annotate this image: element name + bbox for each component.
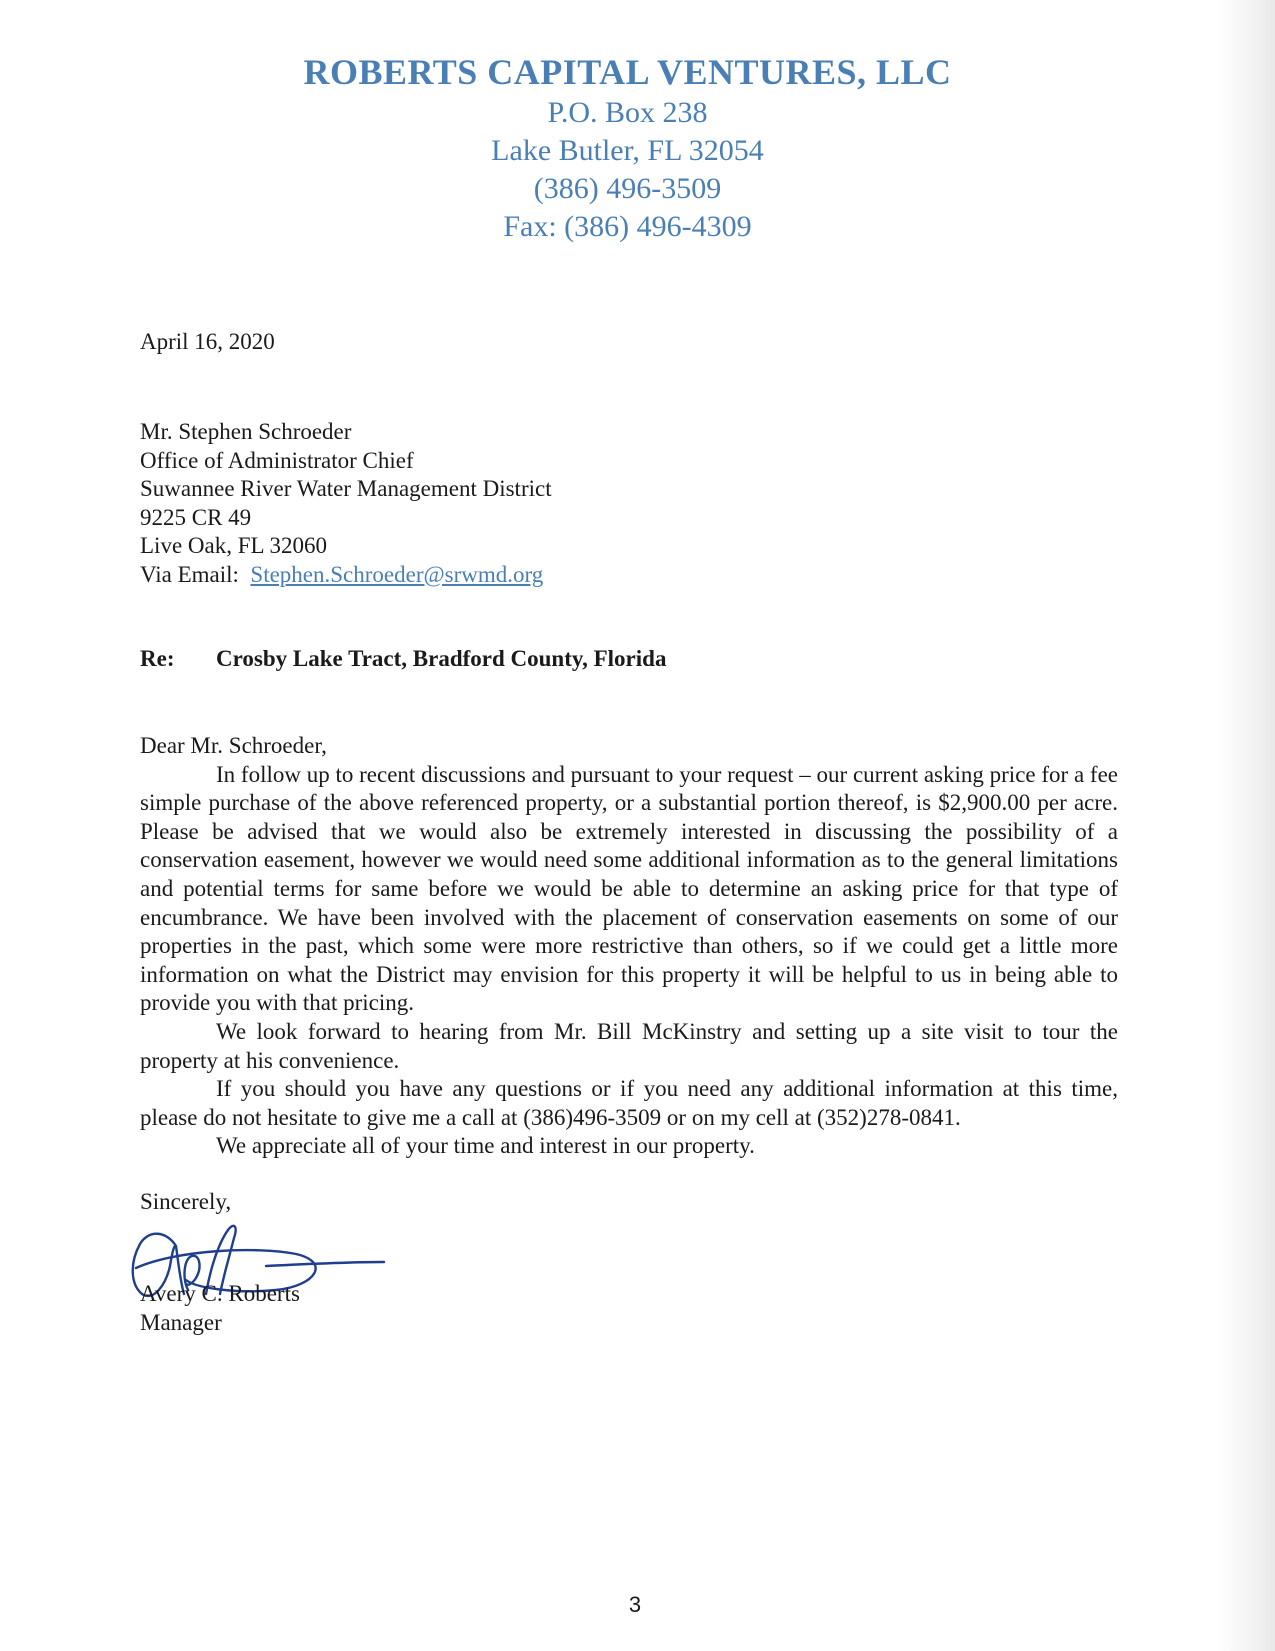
letter-body (140, 732, 1118, 1161)
body-paragraph: We appreciate all of your time and interest in our property. (216, 1133, 755, 1159)
recipient-name: Mr. Stephen Schroeder (140, 419, 352, 444)
recipient-block (140, 418, 552, 589)
body-paragraph: In follow up to recent discussions and pursuant to your request – our current asking price for a fee simple purchase of the above referenced property, or a substantial portion thereof, is $2,900.00 per acre. Please be advised that we would also be extremely interested in discussing the possibility of a conservation easement, however we would need some additional information as to the general limitations and potential terms for same before we would be able to determine an asking price for that type of encumbrance. We have been involved with the placement of conservation easements on some of our properties in the past, which some were more restrictive than others, so if we could get a little more information on what the District may envision for this property it will be helpful to us in being able to provide you with that pricing. (140, 761, 1118, 1016)
letter-date: April 16, 2020 (140, 329, 275, 354)
letterhead-phone: (386) 496-3509 (533, 172, 722, 205)
letterhead-po-box: P.O. Box 238 (547, 96, 708, 129)
page-number: 3 (628, 1592, 642, 1617)
recipient-title: Office of Administrator Chief (140, 447, 414, 473)
letterhead-fax: Fax: (386) 496-4309 (503, 210, 752, 243)
closing: Sincerely, (140, 1189, 232, 1214)
body-paragraph: If you should you have any questions or if you need any additional information at this time, please do not hesitate to give me a call at (386)496-3509 or on my cell at (352)278-0841. (140, 1076, 1118, 1130)
subject-label: Re: (140, 646, 175, 671)
subject-text: Crosby Lake Tract, Bradford County, Florida (216, 646, 667, 671)
signer-name: Avery C. Roberts (140, 1281, 300, 1306)
body-paragraph: We look forward to hearing from Mr. Bill McKinstry and setting up a site visit to tour the property at his convenience. (140, 1018, 1118, 1073)
recipient-email-line (140, 561, 552, 590)
letterhead-city: Lake Butler, FL 32054 (491, 134, 764, 167)
page-edge-shadow (1217, 0, 1275, 1651)
recipient-city: Live Oak, FL 32060 (140, 533, 327, 558)
email-label: Via Email: (140, 561, 239, 587)
recipient-organization: Suwannee River Water Management District (140, 476, 552, 501)
subject-line (140, 646, 666, 672)
company-name: ROBERTS CAPITAL VENTURES, LLC (303, 52, 952, 92)
signer-title: Manager (140, 1310, 222, 1335)
recipient-street: 9225 CR 49 (140, 504, 252, 530)
salutation: Dear Mr. Schroeder, (140, 733, 327, 758)
letterhead (0, 50, 1255, 246)
email-link[interactable]: Stephen.Schroeder@srwmd.org (250, 561, 544, 587)
